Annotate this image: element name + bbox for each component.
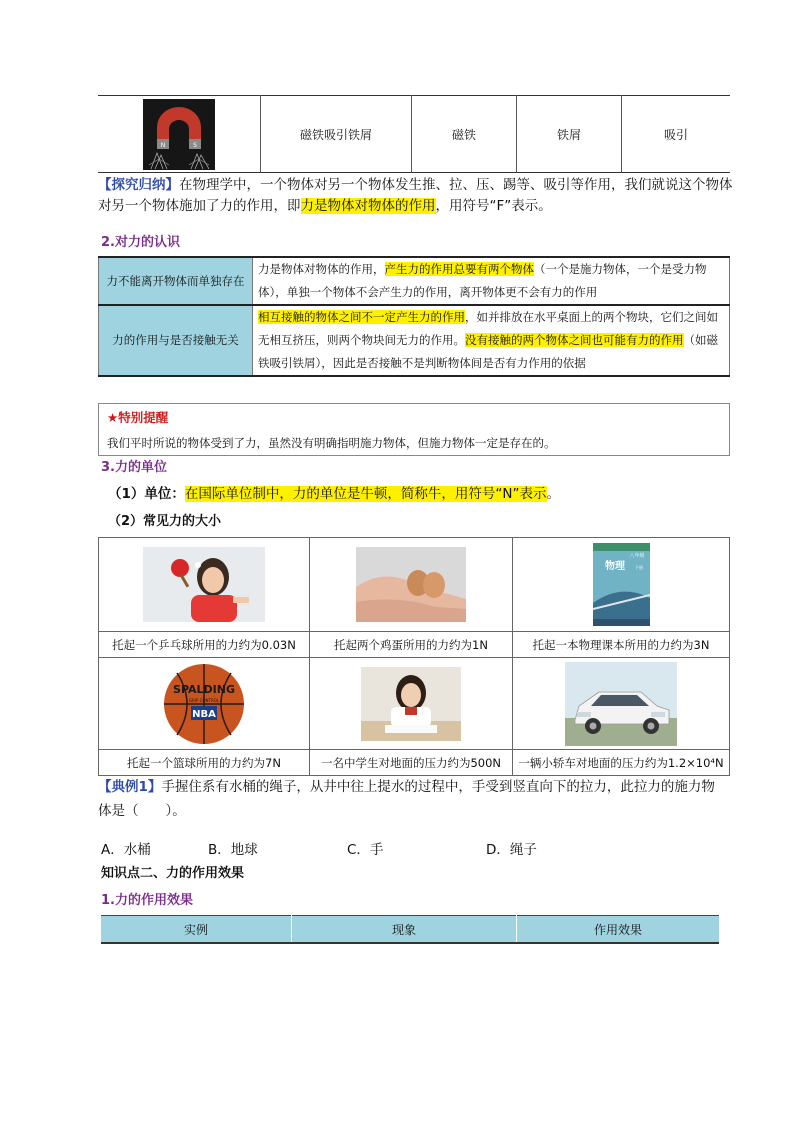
ball-brand: SPALDING — [173, 682, 235, 696]
effect-header-phenomenon: 现象 — [292, 916, 517, 944]
effect-cell: 吸引 — [622, 96, 731, 173]
magnet-image — [143, 99, 215, 170]
force-text: ，如并排放在水平桌面上的两个物块，它们之间如无相互挤压，则两个物块间无力的作用。 — [258, 310, 718, 347]
example-1 — [98, 775, 728, 823]
phenomenon-cell: 磁铁吸引铁屑 — [261, 96, 412, 173]
ball-league: NBA — [192, 708, 216, 720]
force-highlight: 相互接触的物体之间不一定产生力的作用 — [258, 310, 465, 324]
example-question: 手握住系有水桶的绳子，从井中往上提水的过程中，手受到竖直向下的拉力，此拉力的施力物体是（ ）。 — [98, 779, 715, 819]
table-row — [99, 658, 730, 750]
summary-paragraph — [98, 175, 734, 217]
caption-cell: 托起一个乒乓球所用的力约为0.03N — [99, 632, 310, 658]
student-image — [361, 667, 461, 741]
force-value-1 — [253, 257, 730, 305]
photo-cell — [99, 658, 310, 750]
book-volume-label: 下册 — [634, 565, 643, 570]
effect-table — [101, 915, 719, 944]
reminder-box — [98, 403, 730, 456]
force-value-2 — [253, 305, 730, 376]
table-row — [99, 257, 730, 305]
basketball-image — [163, 663, 245, 745]
force-highlight: 产生力的作用总要有两个物体 — [384, 262, 534, 276]
book-grade-label: 八年级 — [628, 553, 645, 559]
knowledge-point-2-title: 知识点二、力的作用效果 — [101, 866, 245, 881]
unit-prefix: （1）单位： — [108, 486, 185, 502]
car-image — [565, 662, 677, 746]
effect-header-example: 实例 — [101, 916, 292, 944]
caption-cell: 一辆小轿车对地面的压力约为1.2×10⁴N — [513, 750, 730, 776]
force-table — [98, 256, 730, 377]
table-row — [99, 750, 730, 776]
table-row — [99, 305, 730, 376]
effect-header-effect: 作用效果 — [517, 916, 720, 944]
option-a: A．水桶 — [101, 842, 151, 858]
summary-text-after: ，用符号“F”表示。 — [435, 198, 552, 214]
reminder-body: 我们平时所说的物体受到了力，虽然没有明确指明施力物体，但施力物体一定是存在的。 — [107, 436, 556, 450]
force-highlight: 没有接触的两个物体之间也可能有力的作用 — [465, 333, 684, 347]
photo-cell — [310, 538, 513, 632]
force-text: （如磁铁吸引铁屑），因此是否接触不是判断物体间是否有力作用的依据 — [258, 333, 718, 370]
force-text: 力是物体对物体的作用， — [258, 262, 385, 276]
reminder-title: ★特别提醒 — [107, 410, 169, 425]
force-text: （一个是施力物体，一个是受力物体），单独一个物体不会产生力的作用，离开物体更不会有力的作用 — [258, 262, 707, 299]
summary-text-before: 在物理学中，一个物体对另一个物体发生推、拉、压、踢等、吸引等作用，我们就说这个物体对另一个物体施加了力的作用，即 — [98, 177, 733, 214]
ball-sub: GRIP CONTROL — [188, 697, 220, 703]
summary-tag: 【探究归纳】 — [98, 177, 179, 193]
section-2-title: 2.对力的认识 — [101, 235, 180, 250]
option-c: C．手 — [347, 842, 384, 858]
table-row — [101, 916, 719, 944]
common-force-table — [98, 537, 730, 776]
summary-highlight: 力是物体对物体的作用 — [300, 198, 436, 214]
magnet-label-n: N — [160, 141, 166, 149]
caption-cell: 托起两个鸡蛋所用的力约为1N — [310, 632, 513, 658]
magnet-image-cell — [98, 96, 261, 173]
table-row — [98, 96, 730, 173]
magnet-table — [98, 95, 730, 173]
unit-line — [108, 482, 560, 502]
example-tag: 【典例1】 — [98, 779, 162, 795]
effect-section-title: 1.力的作用效果 — [101, 893, 193, 908]
photo-cell — [310, 658, 513, 750]
table-row — [99, 538, 730, 632]
applier-cell: 磁铁 — [412, 96, 517, 173]
unit-suffix: 。 — [546, 486, 560, 502]
section-3-title: 3.力的单位 — [101, 460, 167, 475]
ping-pong-girl-image — [143, 547, 265, 622]
table-row — [99, 632, 730, 658]
physics-book-image — [593, 543, 650, 626]
photo-cell — [513, 658, 730, 750]
option-d: D．绳子 — [486, 842, 537, 858]
photo-cell — [99, 538, 310, 632]
force-key-2: 力的作用与是否接触无关 — [99, 305, 253, 376]
option-b: B．地球 — [208, 842, 258, 858]
force-key-1: 力不能离开物体而单独存在 — [99, 257, 253, 305]
receiver-cell: 铁屑 — [517, 96, 622, 173]
photo-cell — [513, 538, 730, 632]
magnet-label-s: S — [193, 141, 197, 149]
book-title: 物理 — [604, 561, 625, 572]
eggs-hand-image — [356, 547, 466, 622]
caption-cell: 托起一本物理课本所用的力约为3N — [513, 632, 730, 658]
unit-highlight: 在国际单位制中，力的单位是牛顿，简称牛，用符号“N”表示 — [184, 486, 547, 502]
common-force-title: （2）常见力的大小 — [108, 514, 222, 529]
caption-cell: 一名中学生对地面的压力约为500N — [310, 750, 513, 776]
caption-cell: 托起一个篮球所用的力约为7N — [99, 750, 310, 776]
